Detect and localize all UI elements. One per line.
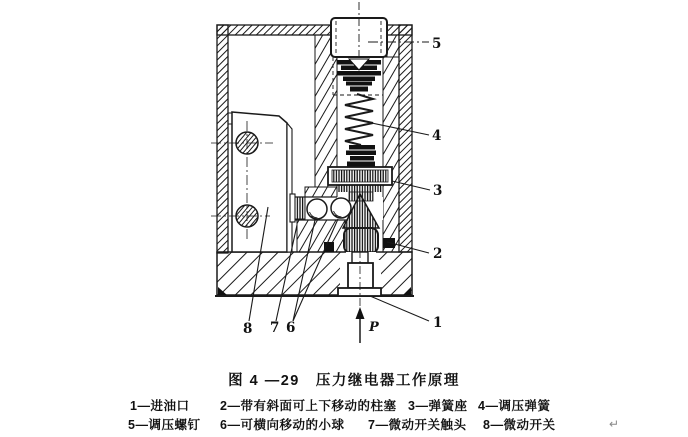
ball-right: [331, 198, 351, 218]
left-wall: [217, 25, 228, 253]
mount-screw-bottom-icon: [236, 205, 258, 227]
inlet-fitting: [348, 263, 373, 288]
pressure-label: P: [369, 320, 379, 335]
seat-fringe: [338, 185, 382, 192]
legend-item-5: 5—调压螺钉: [128, 418, 201, 432]
legend-item-1: 1—进油口: [130, 399, 190, 413]
inlet-base-plate: [338, 288, 381, 296]
leader-1: [370, 296, 429, 321]
block-right-top: [387, 35, 399, 57]
nut-row: [347, 162, 375, 167]
part-label-3: 3: [433, 183, 443, 199]
adjusting-screw-cap: [331, 2, 387, 95]
switch-plate-side-face: [287, 123, 292, 252]
return-mark: ↵: [609, 417, 620, 431]
legend-item-2: 2—带有斜面可上下移动的柱塞: [220, 399, 397, 413]
right-wall: [399, 25, 412, 252]
legend-item-3: 3—弹簧座: [408, 399, 468, 413]
plunger-barrel: [344, 228, 378, 253]
contact-flange: [290, 194, 295, 222]
part-label-5: 5: [432, 36, 442, 52]
part-label-4: 4: [432, 128, 442, 144]
figure-title: 图 4 —29 压力继电器工作原理: [228, 373, 460, 389]
legend-item-6: 6—可横向移动的小球: [220, 418, 345, 432]
ball-left: [307, 199, 327, 219]
block-lower-left: [297, 220, 345, 252]
thread-row: [337, 71, 381, 76]
part-label-1: 1: [433, 315, 443, 331]
seat-knurling: [332, 170, 388, 182]
part-label-6: 6: [286, 320, 296, 336]
block-right-column: [383, 57, 399, 252]
switch-plate: [232, 112, 287, 252]
mount-screw-top-icon: [236, 132, 258, 154]
legend-item-4: 4—调压弹簧: [478, 399, 551, 413]
legend-item-7: 7—微动开关触头: [368, 418, 467, 432]
contact-ridges: [295, 197, 305, 219]
part-label-2: 2: [433, 246, 443, 262]
nut-row: [349, 145, 375, 150]
part-label-7: 7: [270, 320, 280, 336]
nut-row: [350, 156, 374, 161]
top-wall: [217, 25, 332, 35]
arrow-head-icon: [356, 307, 365, 319]
housing-base: [215, 252, 414, 296]
switch-contact: [290, 194, 305, 222]
thread-row: [350, 87, 368, 92]
nut-row: [346, 151, 376, 156]
block-step: [305, 187, 337, 197]
thread-row: [343, 77, 375, 82]
part-label-8: 8: [243, 321, 253, 337]
pressure-spring: [345, 94, 373, 145]
thread-row: [346, 82, 372, 86]
screw-thread-plug: [337, 59, 381, 92]
legend-item-8: 8—微动开关: [483, 418, 556, 432]
spring-top-nut: [346, 145, 376, 167]
